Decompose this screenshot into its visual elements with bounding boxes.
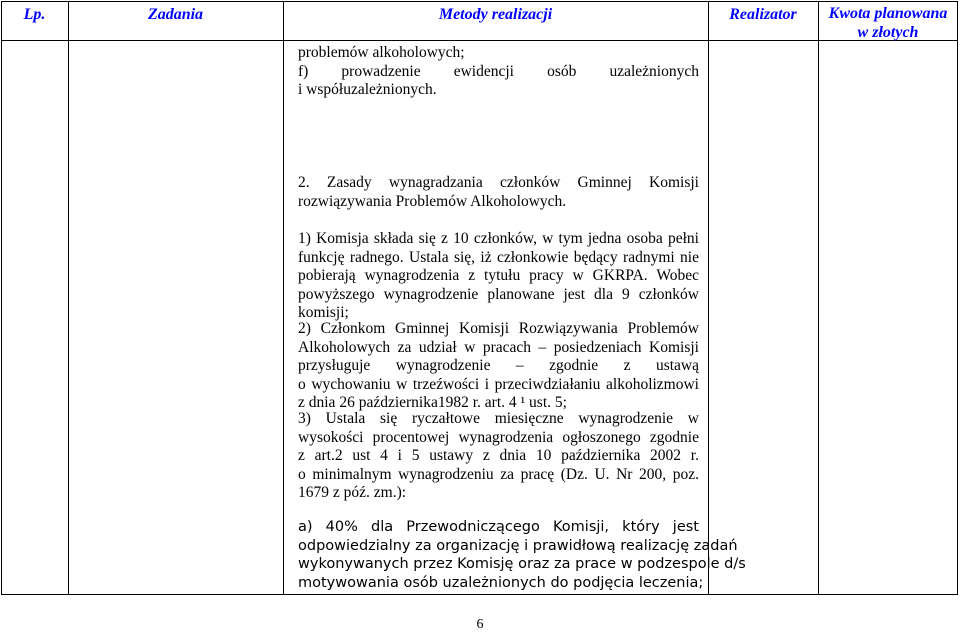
text-line: a) 40% dla Przewodniczącego Komisji, który jest bbox=[298, 519, 699, 535]
header-kwota bbox=[818, 1, 958, 41]
header-realizator: Realizator bbox=[729, 6, 797, 23]
text-line: przysługuje wynagrodzenie – zgodnie z ustawą bbox=[298, 357, 699, 374]
header-kwota-line1: Kwota planowana bbox=[828, 5, 948, 22]
text-line: motywowania osób uzależnionych do podjęcia leczenia; bbox=[298, 574, 704, 591]
column-divider bbox=[283, 1, 284, 595]
text-line: rozwiązywania Problemów Alkoholowych. bbox=[298, 192, 567, 210]
text-block-2 bbox=[298, 174, 699, 211]
text-line: problemów alkoholowych; bbox=[298, 44, 465, 61]
text-line: i współuzależnionych. bbox=[298, 81, 437, 98]
text-line: powyższego wynagrodzenie planowane jest dla 9 członków bbox=[298, 285, 699, 303]
header-lp: Lp. bbox=[23, 6, 46, 23]
text-block-3 bbox=[298, 230, 699, 323]
text-line: wysokości procentowej wynagrodzenia ogłoszonego zgodnie bbox=[298, 428, 699, 446]
text-block-1 bbox=[298, 44, 699, 100]
text-line: 1679 z póź. zm.): bbox=[298, 484, 407, 501]
text-line: pobierają wynagrodzenia z tytułu pracy w GKRPA. Wobec bbox=[298, 267, 699, 284]
text-line: odpowiedzialny za organizację i prawidłową realizację zadań bbox=[298, 537, 738, 554]
column-divider bbox=[68, 1, 69, 595]
text-line: z dnia 26 października1982 r. art. 4 ¹ ust. 5; bbox=[298, 394, 567, 411]
header-metody-realizacji: Metody realizacji bbox=[438, 6, 553, 23]
column-divider bbox=[708, 1, 709, 595]
header-zadania: Zadania bbox=[147, 6, 204, 23]
text-block-5 bbox=[298, 410, 699, 503]
text-line: f) prowadzenie ewidencji osób uzależnionych bbox=[298, 62, 699, 80]
text-line: o wychowaniu w trzeźwości i przeciwdziałaniu alkoholizmowi bbox=[298, 375, 699, 393]
text-block-6 bbox=[298, 518, 746, 592]
header-kwota-line2: w złotych bbox=[857, 24, 919, 41]
text-line: 2) Członkom Gminnej Komisji Rozwiązywania Problemów bbox=[298, 320, 699, 337]
text-line: Alkoholowych za udział w pracach – posiedzeniach Komisji bbox=[298, 338, 699, 356]
column-divider bbox=[818, 1, 819, 595]
text-line: o minimalnym wynagrodzeniu za pracę (Dz. U. Nr 200, poz. bbox=[298, 465, 699, 483]
text-line: 3) Ustala się ryczałtowe miesięczne wynagrodzenie w bbox=[298, 410, 699, 427]
text-block-4 bbox=[298, 320, 699, 413]
text-line: 2. Zasady wynagradzania członków Gminnej Komisji bbox=[298, 174, 699, 191]
text-line: wykonywanych przez Komisję oraz za prace w podzespole d/s bbox=[298, 556, 746, 572]
text-line: funkcję radnego. Ustala się, iż członkowie będący radnymi nie bbox=[298, 248, 699, 266]
text-line: 1) Komisja składa się z 10 członków, w tym jedna osoba pełni bbox=[298, 230, 699, 247]
text-line: z art.2 ust 4 i 5 ustawy z dnia 10 października 2002 r. bbox=[298, 447, 699, 464]
text-line: komisji; bbox=[298, 304, 349, 321]
page-number: 6 bbox=[476, 617, 484, 632]
